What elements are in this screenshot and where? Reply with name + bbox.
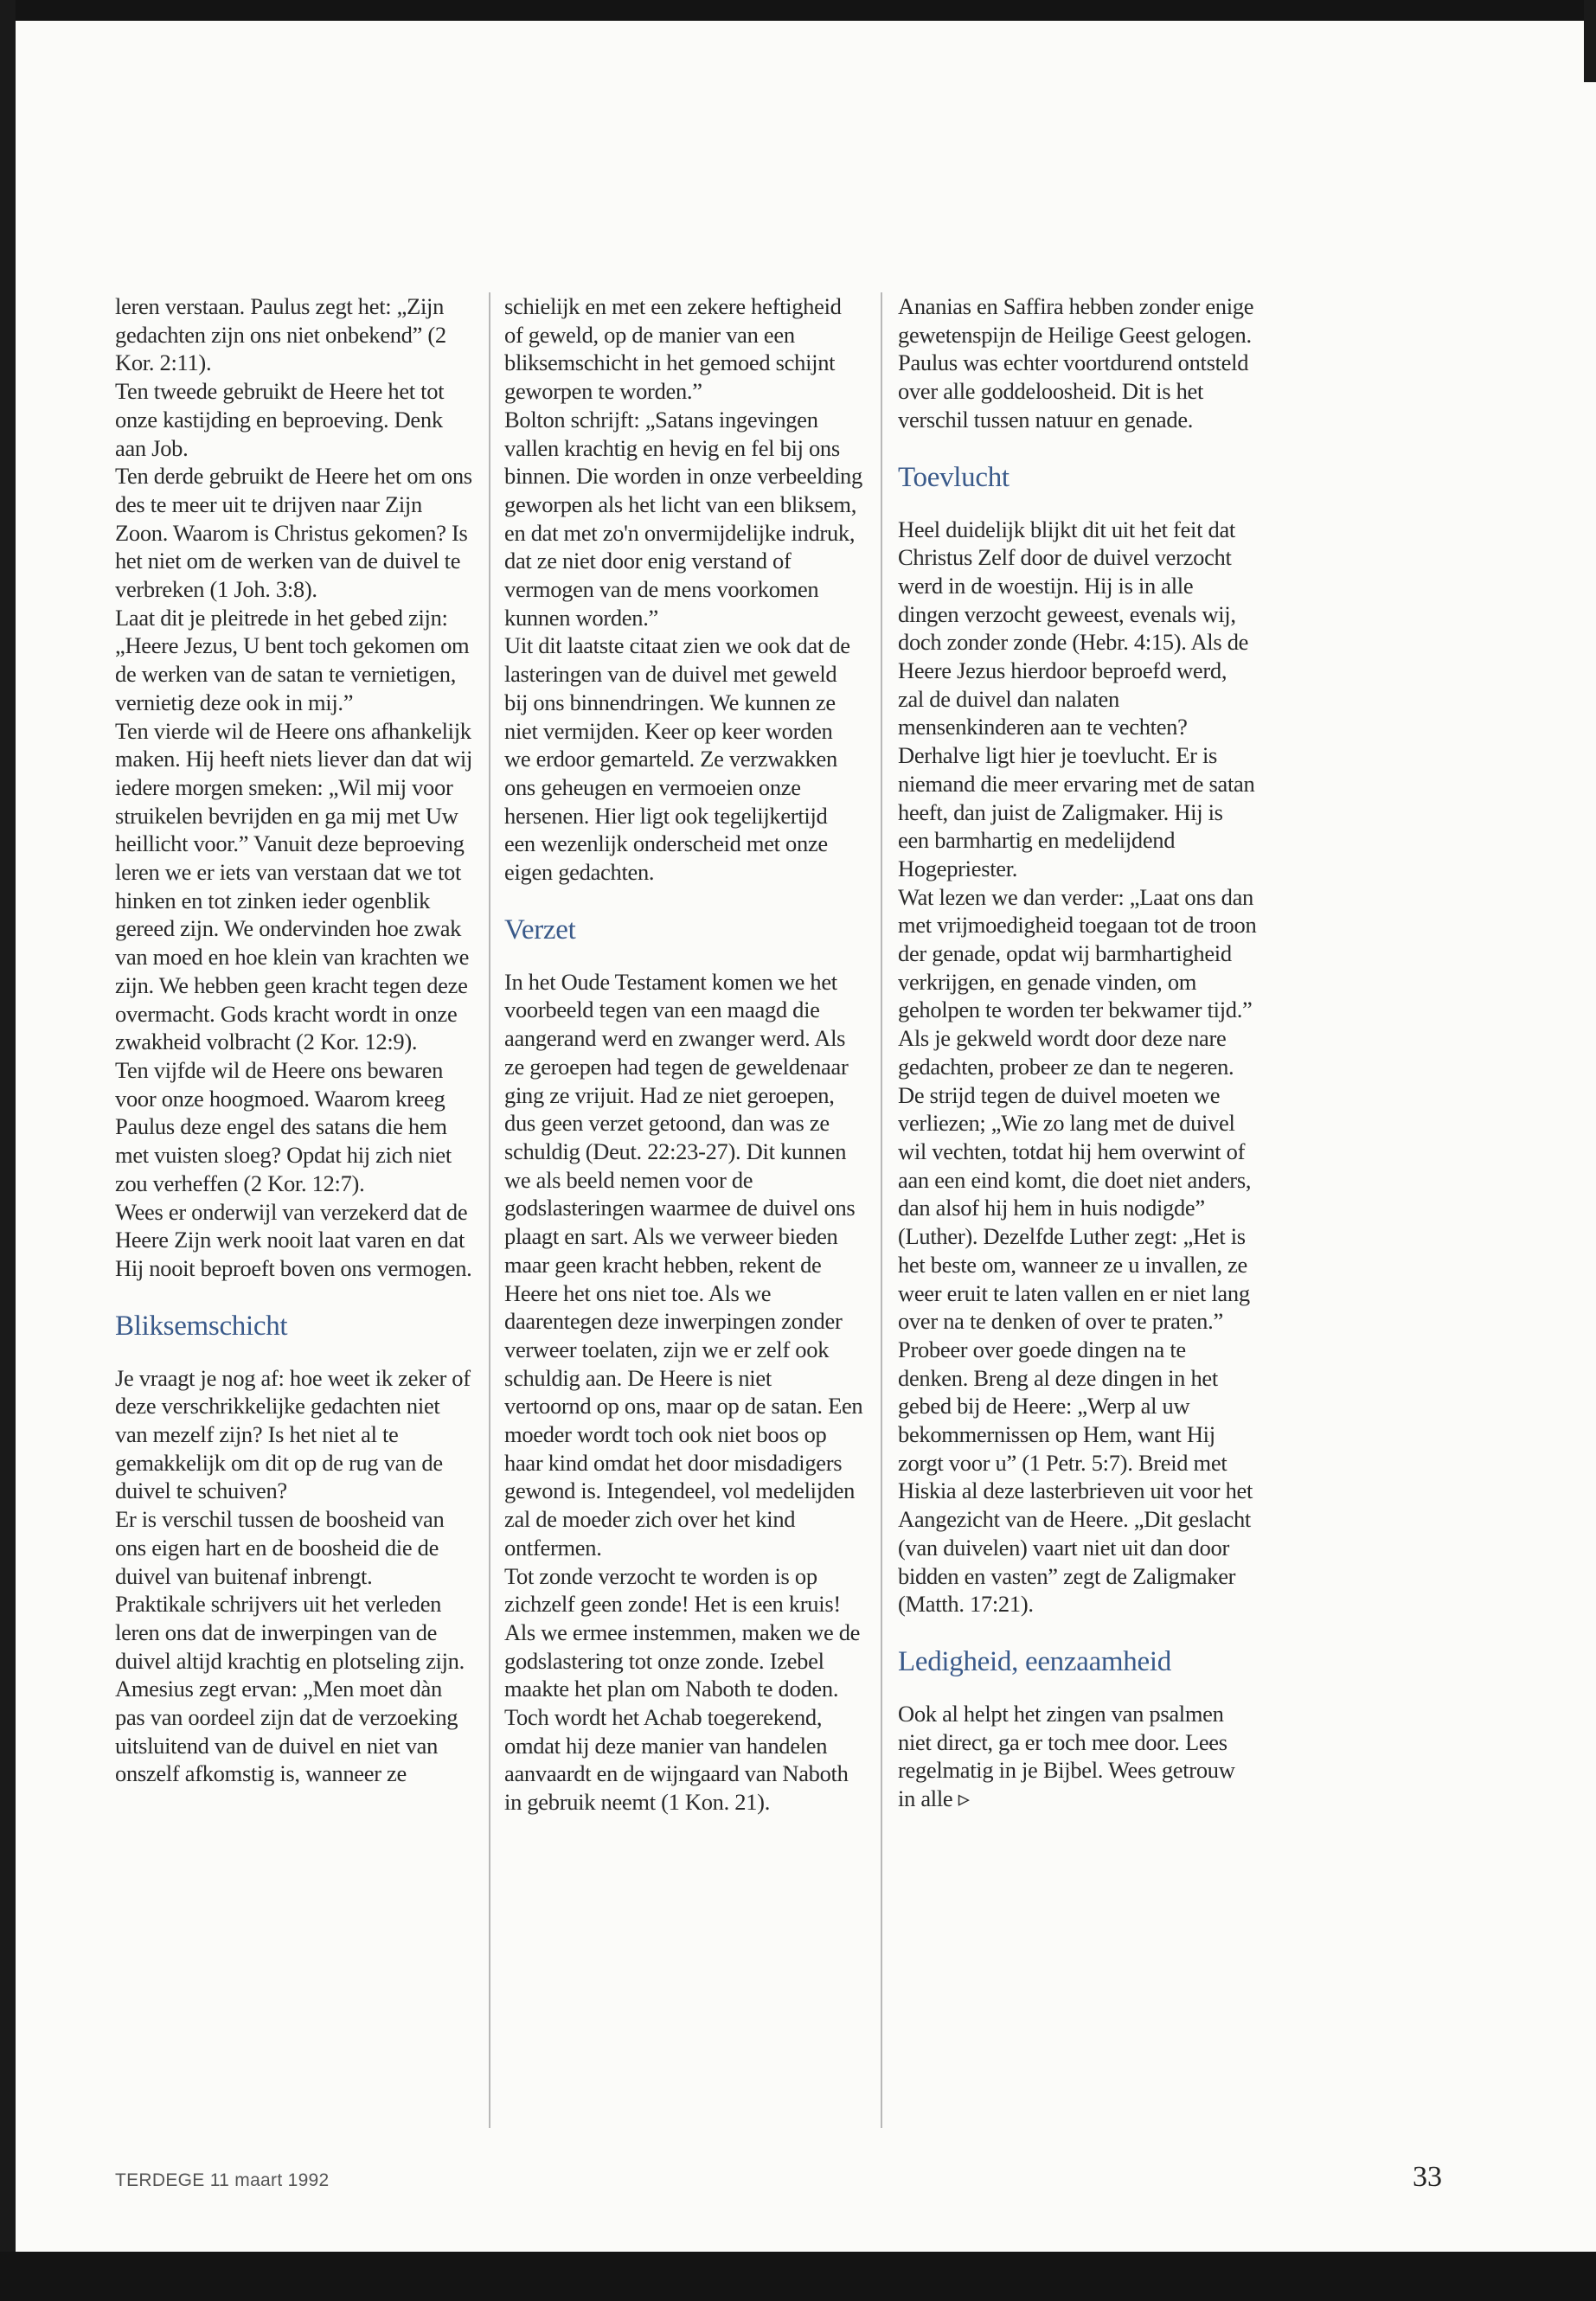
article-column-1	[115, 292, 474, 1788]
paragraph: Ten vijfde wil de Heere ons bewaren voor onze hoogmoed. Waarom kreeg Paulus deze engel des satans die hem met vuisten sloeg? Opdat hij zich niet zou verheffen (2 Kor. 12:7).	[115, 1056, 452, 1196]
scan-border-left	[0, 0, 16, 2301]
section-heading: Toevlucht	[898, 461, 1010, 493]
column-divider	[489, 292, 490, 2128]
article-column-2	[504, 292, 863, 1817]
publication-footer: TERDEGE 11 maart 1992	[115, 2170, 330, 2190]
paragraph: Je vraagt je nog af: hoe weet ik zeker of deze verschrikkelijke gedachten niet van mezelf zijn? Is het niet al te gemakkelijk om dit op de rug van de duivel te schuiven?	[115, 1364, 471, 1504]
paragraph: Amesius zegt ervan: „Men moet dàn pas van oordeel zijn dat de verzoeking uitsluitend van de duivel en niet van onszelf afkomstig is, wanneer ze	[115, 1676, 458, 1787]
section-heading: Ledigheid, eenzaamheid	[898, 1645, 1171, 1677]
paragraph: Uit dit laatste citaat zien we ook dat de lasteringen van de duivel met geweld bij ons binnendringen. We kunnen ze niet vermijden. Keer op keer worden we erdoor gemarteld. Ze verzwakken ons geheugen en vermoeien onze hersenen. Hier ligt ook tegelijkertijd een wezenlijk onderscheid met onze eigen gedachten.	[504, 632, 850, 886]
column-divider	[881, 292, 882, 2128]
paragraph: Ten tweede gebruikt de Heere het tot onze kastijding en beproeving. Denk aan Job.	[115, 378, 445, 461]
paragraph: In het Oude Testament komen we het voorbeeld tegen van een maagd die aangerand werd en zwanger werd. Als ze geroepen had tegen de geweldenaar ging ze vrijuit. Had ze niet geroepen, dus geen verzet getoond, dan was ze schuldig (Deut. 22:23-27). Dit kunnen we als beeld nemen voor de godslasteringen waarmee de duivel ons plaagt en sart. Als we verweer bieden maar geen kracht hebben, rekent de Heere het ons niet toe. Als we daarentegen deze inwerpingen zonder verweer toelaten, zijn we er zelf ook schuldig aan. De Heere is niet vertoornd op ons, maar op de satan. Een moeder wordt toch ook niet boos op haar kind omdat het door misdadigers gewond is. Integendeel, vol medelijden zal de moeder zich over het kind ontfermen.	[504, 968, 863, 1561]
paragraph: Laat dit je pleitrede in het gebed zijn: „Heere Jezus, U bent toch gekomen om de werken van de satan te vernietigen, vernietig deze ook in mij.”	[115, 604, 470, 715]
paragraph: schielijk en met een zekere heftigheid of geweld, op de manier van een bliksemschicht in het gemoed schijnt geworpen te worden.”	[504, 293, 842, 405]
paragraph: Ook al helpt het zingen van psalmen niet direct, ga er toch mee door. Lees regelmatig in je Bijbel. Wees getrouw in alle ▹	[898, 1700, 1235, 1812]
scan-border-top	[0, 0, 1596, 21]
scan-border-bottom	[0, 2252, 1596, 2301]
paragraph: Ten vierde wil de Heere ons afhankelijk maken. Hij heeft niets liever dan dat wij iedere morgen smeken: „Wil mij voor struikelen bevrijden en ga mij met Uw heillicht voor.” Vanuit deze beproeving leren we er iets van verstaan dat we tot hinken en tot zinken ieder ogenblik gereed zijn. We ondervinden hoe zwak van moed en hoe klein van krachten we zijn. We hebben geen kracht tegen deze overmacht. Gods kracht wordt in onze zwakheid volbracht (2 Kor. 12:9).	[115, 717, 473, 1055]
paragraph: Wat lezen we dan verder: „Laat ons dan met vrijmoedigheid toegaan tot de troon der genade, opdat wij barmhartigheid verkrijgen, en genade vinden, om geholpen te worden ter bekwamer tijd.”	[898, 883, 1257, 1023]
section-heading: Bliksemschicht	[115, 1310, 288, 1342]
paragraph: Praktikale schrijvers uit het verleden leren ons dat de inwerpingen van de duivel altijd krachtig en plotseling zijn.	[115, 1591, 465, 1674]
paragraph: Tot zonde verzocht te worden is op zichzelf geen zonde! Het is een kruis! Als we ermee instemmen, maken we de godslastering tot onze zonde. Izebel maakte het plan om Naboth te doden. Toch wordt het Achab toegerekend, omdat hij deze manier van handelen aanvaardt en de wijngaard van Naboth in gebruik neemt (1 Kon. 21).	[504, 1562, 861, 1816]
scan-border-right	[1584, 0, 1596, 82]
article-column-3	[898, 292, 1257, 1813]
paragraph: Wees er onderwijl van verzekerd dat de Heere Zijn werk nooit laat varen en dat Hij nooit beproeft boven ons vermogen.	[115, 1198, 472, 1281]
paragraph: Ananias en Saffira hebben zonder enige gewetenspijn de Heilige Geest gelogen. Paulus was echter voortdurend ontsteld over alle goddeloosheid. Dit is het verschil tussen natuur en genade.	[898, 293, 1254, 433]
paragraph: Heel duidelijk blijkt dit uit het feit dat Christus Zelf door de duivel verzocht werd in de woestijn. Hij is in alle dingen verzocht geweest, evenals wij, doch zonder zonde (Hebr. 4:15). Als de Heere Jezus hierdoor beproefd werd, zal de duivel dan nalaten mensenkinderen aan te vechten? Derhalve ligt hier je toevlucht. Er is niemand die meer ervaring met de satan heeft, dan juist de Zaligmaker. Hij is een barmhartig en medelijdend Hogepriester.	[898, 516, 1255, 881]
paragraph: Ten derde gebruikt de Heere het om ons des te meer uit te drijven naar Zijn Zoon. Waarom is Christus gekomen? Is het niet om de werken van de duivel te verbreken (1 Joh. 3:8).	[115, 463, 472, 603]
paragraph: Er is verschil tussen de boosheid van ons eigen hart en de boosheid die de duivel van buitenaf inbrengt.	[115, 1506, 445, 1589]
section-heading: Verzet	[504, 913, 576, 945]
page-number: 33	[1413, 2161, 1442, 2193]
paragraph: leren verstaan. Paulus zegt het: „Zijn gedachten zijn ons niet onbekend” (2 Kor. 2:11).	[115, 293, 446, 376]
paragraph: Bolton schrijft: „Satans ingevingen vallen krachtig en hevig en fel bij ons binnen. Die worden in onze verbeelding geworpen als het licht van een bliksem, en dat met zo'n onvermijdelijke indruk, dat ze niet door enig verstand of vermogen van de mens voorkomen kunnen worden.”	[504, 406, 862, 631]
paragraph: Als je gekweld wordt door deze nare gedachten, probeer ze dan te negeren. De strijd tegen de duivel moeten we verliezen; „Wie zo lang met de duivel wil vechten, totdat hij hem overwint of aan een eind komt, die doet niet anders, dan alsof hij hem in huis nodigde” (Luther). Dezelfde Luther zegt: „Het is het beste om, wanneer ze u invallen, ze weer eruit te laten vallen en er niet lang over na te denken of over te praten.” Probeer over goede dingen na te denken. Breng al deze dingen in het gebed bij de Heere: „Werp al uw bekommernissen op Hem, want Hij zorgt voor u” (1 Petr. 5:7). Breid met Hiskia al deze lasterbrieven uit voor het Aangezicht van de Heere. „Dit geslacht (van duivelen) vaart niet uit dan door bidden en vasten” zegt de Zaligmaker (Matth. 17:21).	[898, 1025, 1253, 1618]
